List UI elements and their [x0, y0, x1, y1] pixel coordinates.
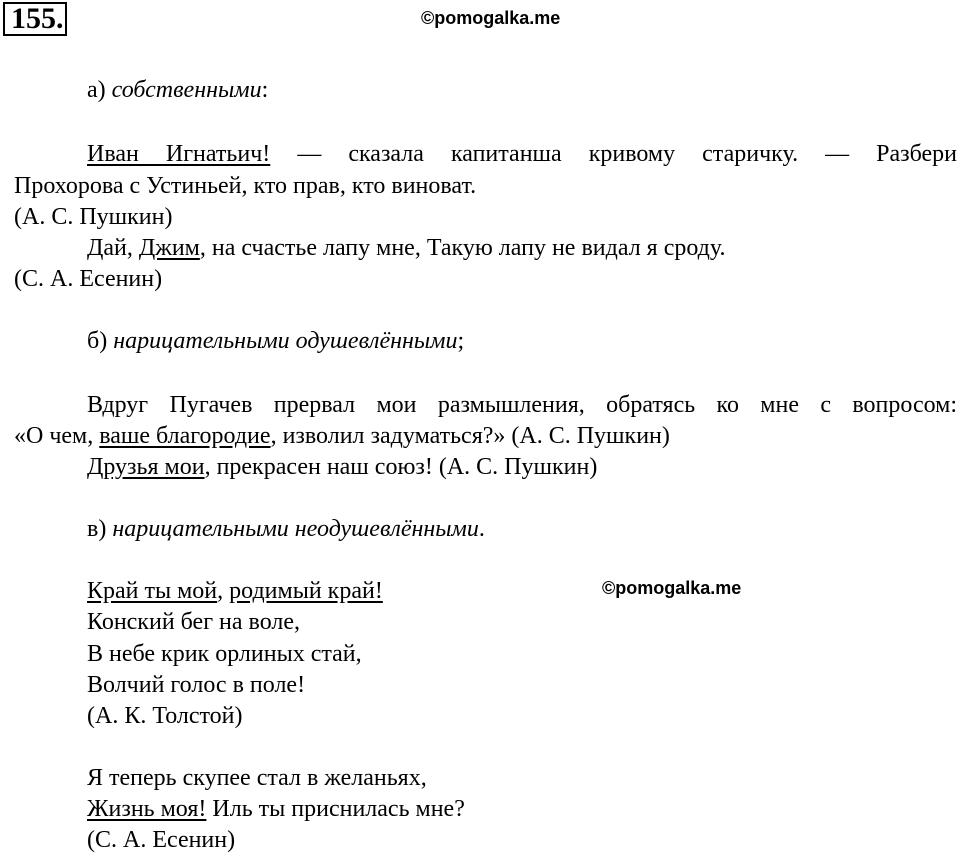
example-c2-line1: Я теперь скупее стал в желаньях, — [87, 765, 427, 791]
section-c-end: . — [478, 516, 485, 542]
section-a-letter: а) — [87, 77, 106, 103]
section-b-end: ; — [457, 328, 465, 354]
underlined-address: Край ты мой — [87, 578, 218, 604]
example-c1-line3: В небе крик орлиных стай, — [87, 641, 362, 667]
example-c1-line2: Конский бег на воле, — [87, 609, 301, 635]
section-a-label: собственными — [111, 77, 262, 103]
example-b2-line1 — [87, 453, 597, 481]
underlined-address: Иван Игнатьич! — [87, 141, 271, 167]
example-b1-line2 — [14, 422, 670, 450]
section-c-letter: в) — [87, 516, 107, 542]
example-text: , изволил задуматься?» (А. С. Пушкин) — [270, 423, 670, 449]
example-text: — сказала капитанша кривому старичку. — Разбери — [270, 141, 958, 167]
example-a2-line1 — [87, 234, 725, 262]
section-b-label: нарицательными одушевлёнными — [113, 328, 458, 354]
example-text: , на счастье лапу мне, Такую лапу не видал я сроду. — [199, 235, 726, 261]
example-c2-line2 — [87, 795, 465, 823]
example-text: Дай, — [87, 235, 139, 261]
watermark-middle: ©pomogalka.me — [602, 578, 742, 598]
section-b-heading — [87, 327, 464, 355]
exercise-number: 155. — [3, 2, 67, 36]
underlined-address: родимый край! — [229, 578, 383, 604]
example-b1-line1: Вдруг Пугачев прервал мои размышления, обратясь ко мне с вопросом: — [87, 392, 957, 418]
underlined-address: ваше благородие — [99, 423, 271, 449]
section-b-letter: б) — [87, 328, 108, 354]
example-text: «О чем, — [14, 423, 100, 449]
example-c1-author: (А. К. Толстой) — [87, 703, 243, 729]
example-text: , — [217, 578, 230, 604]
example-c2-author: (С. А. Есенин) — [87, 827, 236, 853]
underlined-address: Джим — [138, 235, 200, 261]
example-c1-line1 — [87, 577, 383, 605]
section-a-heading — [87, 76, 268, 104]
example-a1-author: (А. С. Пушкин) — [14, 204, 173, 230]
example-text: Иль ты приснилась мне? — [206, 796, 465, 822]
example-a1-line2: Прохорова с Устиньей, кто прав, кто виноват. — [14, 173, 477, 199]
section-a-end: : — [261, 77, 269, 103]
example-a2-author: (С. А. Есенин) — [14, 266, 163, 292]
underlined-address: Жизнь моя! — [87, 796, 207, 822]
example-a1-line1 — [87, 140, 957, 168]
example-c1-line4: Волчий голос в поле! — [87, 672, 306, 698]
section-c-heading — [87, 515, 485, 543]
section-c-label: нарицательными неодушевлёнными — [112, 516, 479, 542]
watermark-top: ©pomogalka.me — [421, 8, 561, 28]
underlined-address: Друзья мои — [87, 454, 205, 480]
example-text: , прекрасен наш союз! (А. С. Пушкин) — [204, 454, 598, 480]
